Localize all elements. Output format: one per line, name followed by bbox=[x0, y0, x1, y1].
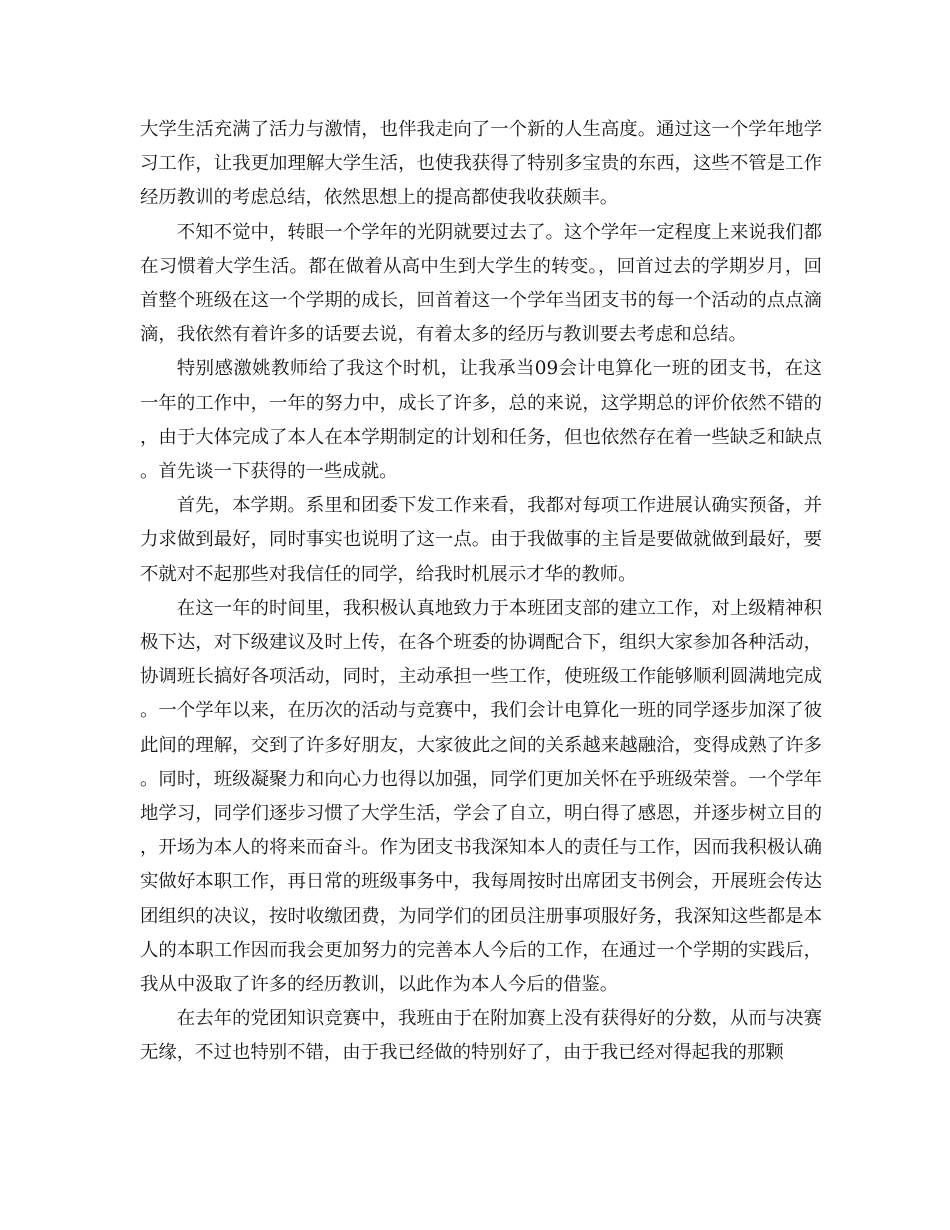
paragraph-3: 特别感激姚教师给了我这个时机，让我承当09会计电算化一班的团支书，在这一年的工作中，一年的努力中，成长了许多，总的来说，这学期总的评价依然不错的，由于大体完成了本人在本学期制定的计划和任务，但也依然存在着一些缺乏和缺点。首先谈一下获得的一些成就。 bbox=[140, 358, 822, 483]
paragraph-4: 首先，本学期。系里和团委下发工作来看，我都对每项工作进展认确实预备，并力求做到最好，同时事实也说明了这一点。由于我做事的主旨是要做就做到最好，要不就对不起那些对我信任的同学，给我时机展示才华的教师。 bbox=[140, 495, 822, 585]
paragraph-1: 大学生活充满了活力与激情，也伴我走向了一个新的人生高度。通过这一个学年地学习工作，让我更加理解大学生活，也使我获得了特别多宝贵的东西，这些不管是工作经历教训的考虑总结，依然思想上的提高都使我收获颇丰。 bbox=[140, 119, 822, 209]
document-body bbox=[140, 113, 822, 1071]
paragraph-6: 在去年的党团知识竞赛中，我班由于在附加赛上没有获得好的分数，从而与决赛无缘，不过也特别不错，由于我已经做的特别好了，由于我已经对得起我的那颗 bbox=[140, 1008, 822, 1064]
paragraph-5: 在这一年的时间里，我积极认真地致力于本班团支部的建立工作，对上级精神积极下达，对下级建议及时上传，在各个班委的协调配合下，组织大家参加各种活动，协调班长搞好各项活动，同时，主动承担一些工作，使班级工作能够顺利圆满地完成。一个学年以来，在历次的活动与竞赛中，我们会计电算化一班的同学逐步加深了彼此间的理解，交到了许多好朋友，大家彼此之间的关系越来越融洽，变得成熟了许多。同时，班级凝聚力和向心力也得以加强，同学们更加关怀在乎班级荣誉。一个学年地学习，同学们逐步习惯了大学生活，学会了自立，明白得了感恩，并逐步树立目的，开场为本人的将来而奋斗。作为团支书我深知本人的责任与工作，因而我积极认确实做好本职工作，再日常的班级事务中，我每周按时出席团支书例会，开展班会传达团组织的决议，按时收缴团费，为同学们的团员注册事项服好务，我深知这些都是本人的本职工作因而我会更加努力的完善本人今后的工作，在通过一个学期的实践后，我从中汲取了许多的经历教训，以此作为本人今后的借鉴。 bbox=[140, 597, 822, 996]
paragraph-2: 不知不觉中，转眼一个学年的光阴就要过去了。这个学年一定程度上来说我们都在习惯着大学生活。都在做着从高中生到大学生的转变。，回首过去的学期岁月，回首整个班级在这一个学期的成长，回首着这一个学年当团支书的每一个活动的点点滴滴，我依然有着许多的话要去说，有着太多的经历与教训要去考虑和总结。 bbox=[140, 221, 822, 346]
